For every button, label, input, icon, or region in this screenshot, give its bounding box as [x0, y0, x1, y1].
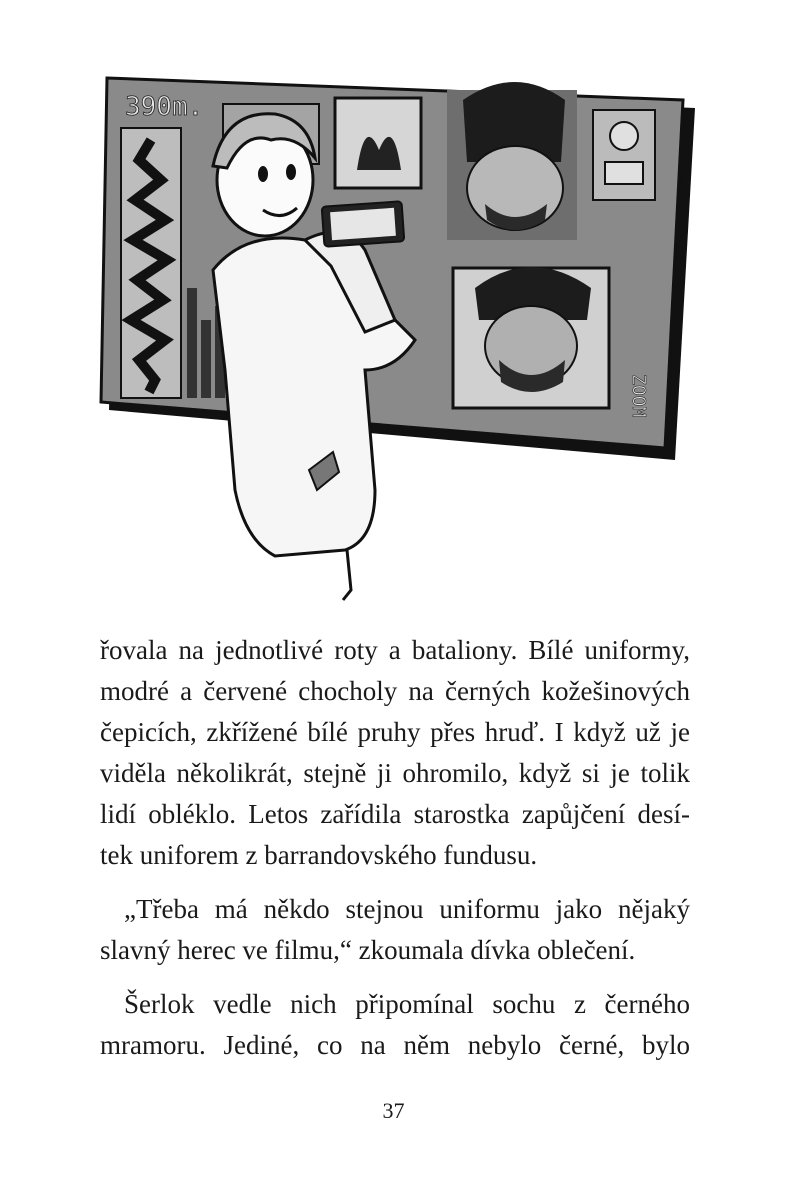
- text-line: lidí obléklo. Letos zařídila starostka zapůjčení desí-: [100, 799, 690, 829]
- screen-zoom-label: ZOOM: [628, 374, 649, 418]
- text-line: slavný herec ve filmu,“ zkoumala dívka oblečení.: [100, 935, 636, 965]
- text-line: mramoru. Jediné, co na něm nebylo černé, bylo: [100, 1030, 690, 1060]
- screen-distance-label: 390m.: [125, 92, 204, 122]
- page-number: 37: [382, 1098, 405, 1123]
- body-text: [100, 630, 690, 1066]
- text-line: tek uniforem z barrandovského fundusu.: [100, 840, 538, 870]
- paragraph-1: [100, 630, 690, 876]
- emblem-panel: [335, 98, 421, 188]
- text-line: viděla několikrát, stejně ji ohromilo, když si je tolik: [100, 758, 690, 788]
- profile-card-icon: [605, 162, 643, 184]
- text-line: čepicích, zkřížené bílé pruhy přes hruď. I když už je: [100, 717, 690, 747]
- soldier-portrait-upper: [447, 82, 577, 240]
- soldier-portrait-lower: [453, 267, 609, 408]
- paragraph-2: [100, 889, 690, 971]
- bar-1: [187, 288, 197, 398]
- text-line: Šerlok vedle nich připomínal sochu z černého: [124, 989, 690, 1019]
- text-line: řovala na jednotlivé roty a bataliony. Bílé uniformy,: [100, 635, 690, 665]
- comic-illustration: [95, 70, 705, 610]
- paragraph-gap: [100, 971, 690, 984]
- text-line: „Třeba má někdo stejnou uniformu jako nějaký: [124, 894, 690, 924]
- bar-2: [201, 320, 211, 398]
- text-line: modré a červené chocholy na černých kožešinových: [100, 676, 690, 706]
- profile-avatar-icon: [610, 122, 638, 150]
- paragraph-gap: [100, 876, 690, 889]
- paragraph-3: [100, 984, 690, 1066]
